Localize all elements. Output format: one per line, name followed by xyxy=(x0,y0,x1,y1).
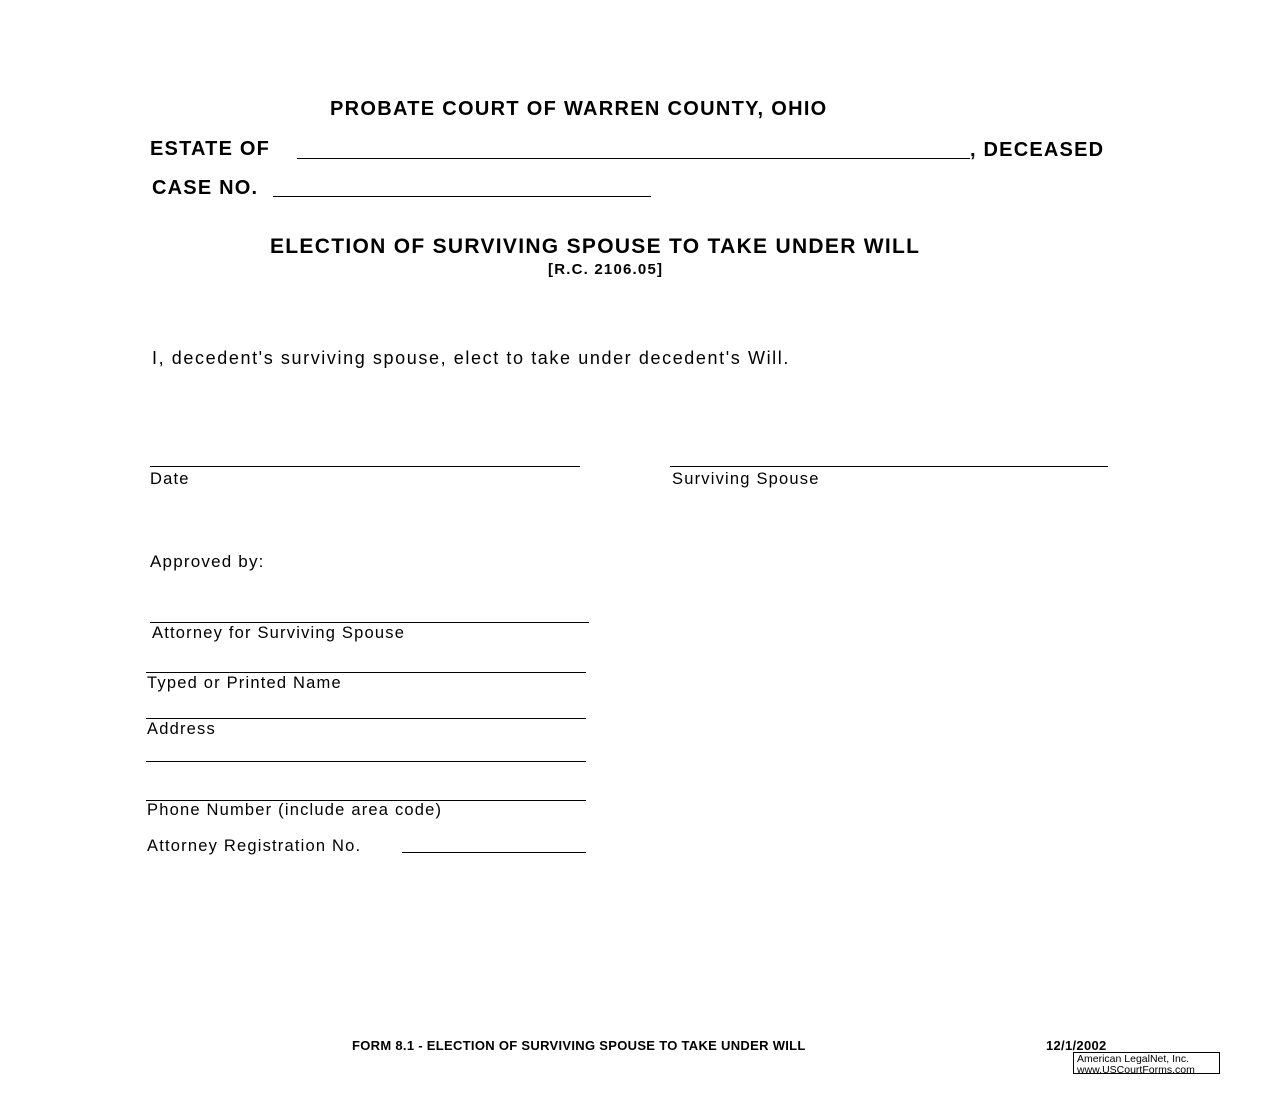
approved-by-label: Approved by: xyxy=(150,552,265,571)
spouse-signature-field[interactable] xyxy=(670,466,1108,467)
typed-name-field[interactable] xyxy=(146,672,586,673)
stamp-line2: www.USCourtForms.com xyxy=(1077,1063,1195,1076)
address-field[interactable] xyxy=(146,718,586,719)
date-field[interactable] xyxy=(150,466,580,467)
case-no-label: CASE NO. xyxy=(152,177,259,199)
estate-of-label: ESTATE OF xyxy=(150,138,271,160)
address-label: Address xyxy=(147,720,216,738)
date-label: Date xyxy=(150,470,190,488)
case-no-field[interactable] xyxy=(273,196,651,197)
court-name: PROBATE COURT OF WARREN COUNTY, OHIO xyxy=(330,98,828,120)
spouse-label: Surviving Spouse xyxy=(672,470,820,488)
estate-name-field[interactable] xyxy=(297,158,970,159)
typed-name-label: Typed or Printed Name xyxy=(147,674,342,692)
statute-reference: [R.C. 2106.05] xyxy=(548,261,664,278)
stamp-line1: American LegalNet, Inc. xyxy=(1077,1053,1190,1065)
election-statement: I, decedent's surviving spouse, elect to take under decedent's Will. xyxy=(152,348,790,368)
footer-date: 12/1/2002 xyxy=(1046,1038,1107,1053)
publisher-stamp xyxy=(1073,1052,1220,1074)
registration-label: Attorney Registration No. xyxy=(147,837,362,855)
form-title: ELECTION OF SURVIVING SPOUSE TO TAKE UNDER WILL xyxy=(270,235,921,258)
phone-label: Phone Number (include area code) xyxy=(147,801,443,819)
footer-form-title: FORM 8.1 - ELECTION OF SURVIVING SPOUSE TO TAKE UNDER WILL xyxy=(352,1038,806,1053)
attorney-signature-field[interactable] xyxy=(150,622,589,623)
registration-field[interactable] xyxy=(402,852,586,853)
attorney-label: Attorney for Surviving Spouse xyxy=(152,624,406,642)
deceased-label: , DECEASED xyxy=(970,139,1105,161)
address-field-line2[interactable] xyxy=(146,761,586,762)
